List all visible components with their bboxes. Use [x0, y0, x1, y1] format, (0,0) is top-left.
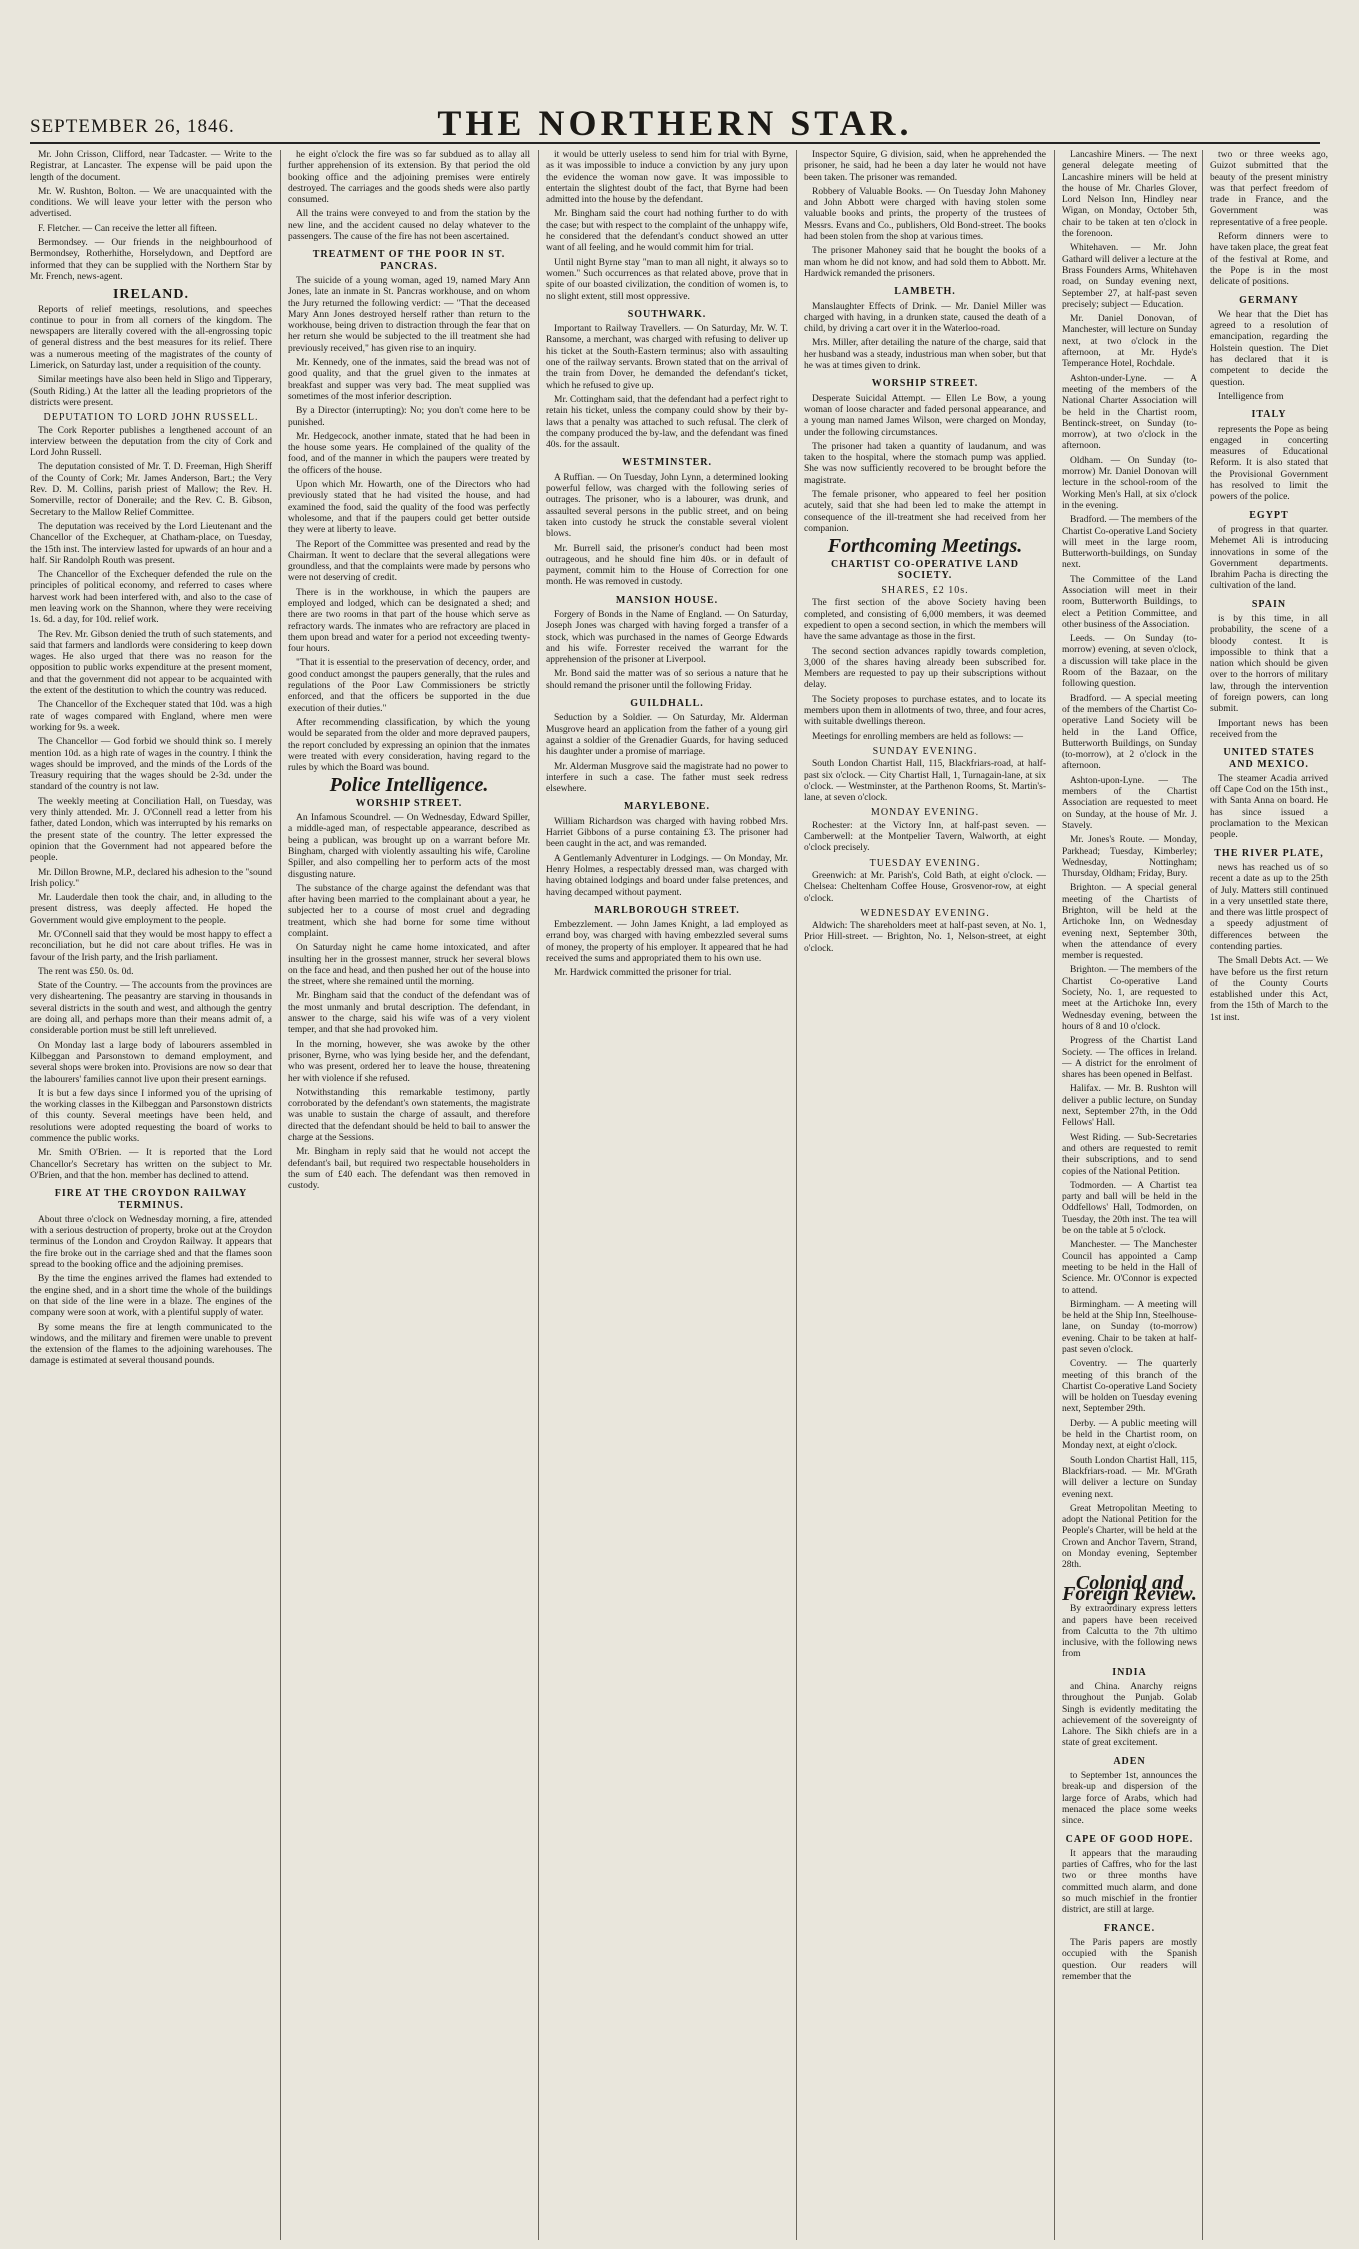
paragraph: Reform dinners were to have taken place, the great feat of the festival at Rome, and the Pope is in the most delicate of positions. — [1210, 232, 1328, 288]
paragraph: he eight o'clock the fire was so far subdued as to allay all further apprehension of its extension. By that period the old booking office and the adjoining premises were entirely destroyed. The carriages and the goods sheds were also partly consumed. — [288, 150, 530, 206]
section-heading: IRELAND. — [112, 287, 190, 303]
subheading: WEDNESDAY EVENING. — [860, 907, 990, 919]
section-heading: Police Intelligence. — [329, 774, 489, 797]
paragraph: Embezzlement. — John James Knight, a lad employed as errand boy, was charged with having embezzled several sums of money, the property of his employer. It appeared that he had received the sums and appropriated them to his own use. — [546, 920, 788, 964]
paragraph: Mr. Bingham in reply said that he would not accept the defendant's bail, but required two respectable householders in the sum of £40 each. The defendant was then removed in custody. — [288, 1147, 530, 1192]
paragraph: South London Chartist Hall, 115, Blackfriars-road. — Mr. M'Grath will deliver a lecture on Sunday evening next. — [1062, 1455, 1197, 1500]
paragraph: Todmorden. — A Chartist tea party and ball will be held in the Oddfellows' Hall, Todmorden, on Tuesday, the 20th inst. The tea will be on the table at 5 o'clock. — [1062, 1180, 1197, 1237]
paragraph: Upon which Mr. Howarth, one of the Directors who had previously stated that he had visited the house, and had examined the food, said the quality of the food was perfectly wholesome, and that if the paupers could get better outside they were at liberty to leave. — [288, 480, 530, 536]
paragraph: Similar meetings have also been held in Sligo and Tipperary, (South Riding.) At the latter all the leading proprietors of the districts were present. — [30, 375, 272, 408]
paragraph: news has reached us of so recent a date as up to the 25th of July. Matters still continued in a very unsettled state there, and there was little prospect of a speedy adjustment of differences between the contending parties. — [1210, 862, 1328, 952]
paragraph: William Richardson was charged with having robbed Mrs. Harriet Gibbons of a purse containing £3. The prisoner had been caught in the act, and was remanded. — [546, 816, 788, 850]
paragraph: The Rev. Mr. Gibson denied the truth of such statements, and said that farmers and landlords were considering to keep down wages. He also urged that there was no reason for the opposition to public works expenditure at the present moment, and that the government did not appear to be acquainted with the extent of the destitution to which the country was reduced. — [30, 629, 272, 697]
section-heading: LAMBETH. — [894, 286, 956, 298]
paragraph: Greenwich: at Mr. Parish's, Cold Bath, at eight o'clock. — Chelsea: Cheltenham Coffee House, Grosvenor-row, at eight o'clock. — [804, 870, 1046, 904]
column-1 — [30, 150, 272, 2240]
paragraph: The Committee of the Land Association will meet in their room, Butterworth Buildings, to elect a Petition Committee, and other business of the Association. — [1062, 574, 1197, 630]
paragraph: The female prisoner, who appeared to feel her position acutely, said that she had been led to make the attempt in consequence of the ill-treatment she had received from her companion. — [804, 490, 1046, 534]
subheading: SUNDAY EVENING. — [872, 745, 978, 757]
paragraph: to September 1st, announces the break-up and dispersion of the large force of Arabs, which had menaced the place some weeks since. — [1062, 1771, 1197, 1827]
paragraph: F. Fletcher. — Can receive the letter all fifteen. — [38, 223, 217, 234]
section-heading: FRANCE. — [1103, 1922, 1156, 1934]
paragraph: The deputation was received by the Lord Lieutenant and the Chancellor of the Exchequer, at Chatham-place, on Tuesday, the 15th inst. The interview lasted for upwards of an hour and a half. Sir Randolph Routh was present. — [30, 521, 272, 566]
paragraph: State of the Country. — The accounts from the provinces are very disheartening. The peasantry are starving in thousands in several districts in the south and west, and although the gentry are doing all, and perhaps more than their means admit of, a considerable portion must be still left unrelieved. — [30, 981, 272, 1037]
column-rule — [280, 150, 281, 2240]
paragraph: Mr. Kennedy, one of the inmates, said the bread was not of good quality, and that the gruel given to the inmates at breakfast and supper was very bad. The meat supplied was sometimes of the most inferior description. — [288, 358, 530, 402]
paragraph: A Gentlemanly Adventurer in Lodgings. — On Monday, Mr. Henry Holmes, a respectably dressed man, was charged with having obtained lodgings and board under false pretences, and having decamped without payment. — [546, 853, 788, 898]
column-2 — [288, 150, 530, 2240]
paragraph: Robbery of Valuable Books. — On Tuesday John Mahoney and John Abbott were charged with having stolen some valuable books and prints, the property of the trustees of Messrs. Evans and Co., publishers, Old Bond-street. The books had been stolen from the shop at various times. — [804, 186, 1046, 243]
paragraph: There is in the workhouse, in which the paupers are employed and lodged, which can be designated a shed; and there are two rooms in that part of the house which serve as refractory wards. The inmates who are refractory are placed in them upon bread and water for a period not exceeding twenty-four hours. — [288, 587, 530, 655]
paragraph: Aldwich: The shareholders meet at half-past seven, at No. 1, Prior Hill-street. — Brighton, No. 1, Nelson-street, at eight o'clock. — [804, 921, 1046, 954]
paragraph: Mr. Jones's Route. — Monday, Parkhead; Tuesday, Kimberley; Wednesday, Nottingham; Thursday, Oldham; Friday, Bury. — [1062, 835, 1197, 880]
paragraph: The suicide of a young woman, aged 19, named Mary Ann Jones, late an inmate in St. Pancras workhouse, and on whom the Jury returned the following verdict: — "That the deceased Mary Ann Jones destroyed herself rather than return to the workhouse, being driven to distraction through the fear that on her return she would be subjected to the ill treatment she had previously received," has given rise to an inquiry. — [288, 275, 530, 354]
paragraph: Progress of the Chartist Land Society. — The offices in Ireland. — A district for the enrolment of shares has been opened in Belfast. — [1062, 1036, 1197, 1081]
subheading: MONDAY EVENING. — [870, 807, 980, 819]
paragraph: The deputation consisted of Mr. T. D. Freeman, High Sheriff of the County of Cork; Mr. James Anderson, Bart.; the Very Rev. D. M. Collins, parish priest of Mallow; the Rev. H. Somerville, rector of Doneraile; and the Rev. C. B. Gibson, Secretary to the Mallow Relief Committee. — [30, 462, 272, 518]
paragraph: Mrs. Miller, after detailing the nature of the charge, said that her husband was a steady, industrious man when sober, but that he was at times given to drink. — [804, 338, 1046, 372]
column-rule — [538, 150, 539, 2240]
paragraph: Lancashire Miners. — The next general delegate meeting of Lancashire miners will be held at the house of Mr. Charles Glover, Lord Nelson Inn, Hindley near Wigan, on Monday, October 5th, chair to be taken at ten o'clock in the forenoon. — [1062, 150, 1197, 240]
masthead: THE NORTHERN STAR. — [437, 103, 913, 143]
paragraph: All the trains were conveyed to and from the station by the new line, and the accident caused no delay whatever to the passengers. The cause of the fire has not been ascertained. — [288, 209, 530, 243]
paragraph: Mr. Hardwick committed the prisoner for trial. — [554, 968, 732, 979]
section-heading: WORSHIP STREET. — [871, 378, 979, 390]
paragraph: South London Chartist Hall, 115, Blackfriars-road, at half-past six o'clock. — City Chartist Hall, 1, Turnagain-lane, at six o'clock. — Westminster, at the Parthenon Rooms, St. Martin's-lane, at seven o'clock. — [804, 759, 1046, 804]
paragraph: Manslaughter Effects of Drink. — Mr. Daniel Miller was charged with having, in a drunken state, caused the death of a child, by driving a cart over it in the Waterloo-road. — [804, 301, 1046, 335]
paragraph: Manchester. — The Manchester Council has appointed a Camp meeting to be held in the Hall of Science. Mr. O'Connor is expected to attend. — [1062, 1240, 1197, 1296]
paragraph: Mr. Burrell said, the prisoner's conduct had been most outrageous, and he should fine him 40s. or in default of payment, commit him to the House of Correction for one month. He was removed in custody. — [546, 543, 788, 588]
section-heading: THE RIVER PLATE, — [1214, 847, 1324, 859]
paragraph: Mr. Smith O'Brien. — It is reported that the Lord Chancellor's Secretary has written on the subject to Mr. O'Brien, and that the hon. member has declined to attend. — [30, 1148, 272, 1181]
section-heading: MARYLEBONE. — [624, 801, 710, 813]
section-heading: GERMANY — [1239, 294, 1299, 306]
paragraph: Mr. Lauderdale then took the chair, and, in alluding to the present distress, was deeply affected. He hoped the Government would give employment to the people. — [30, 893, 272, 926]
paragraph: About three o'clock on Wednesday morning, a fire, attended with a serious destruction of property, broke out at the Croydon terminus of the London and Croydon Railway. It appears that the fire broke out in the carriage shed and that the flames soon spread to the booking office and the adjoining premises. — [30, 1214, 272, 1271]
paragraph: Rochester: at the Victory Inn, at half-past seven. — Camberwell: at the Montpelier Tavern, Walworth, at eight o'clock precisely. — [804, 820, 1046, 854]
paragraph: The Chancellor — God forbid we should think so. I merely mention 10d. as a high rate of wages in the country. I think the wages should be improved, and the minds of the Lords of the Treasury requiring that the wages should be 2-3d. under the standard of the country is not law. — [30, 737, 272, 793]
paragraph: By some means the fire at length communicated to the windows, and the military and firemen were unable to prevent the extension of the flames to the adjoining warehouses. The damage is estimated at several thousand pounds. — [30, 1322, 272, 1367]
paragraph: of progress in that quarter. Mehemet Ali is introducing innovations in some of the Government departments. Ibrahim Pacha is directing the cultivation of the land. — [1210, 524, 1328, 592]
paragraph: Mr. Alderman Musgrove said the magistrate had no power to interfere in such a case. The father must seek redress elsewhere. — [546, 761, 788, 795]
paragraph: By the time the engines arrived the flames had extended to the engine shed, and in a short time the whole of the buildings on that side of the line were in a blaze. The engines of the company were soon at work, with a plentiful supply of water. — [30, 1274, 272, 1319]
page-header — [30, 100, 1320, 144]
paragraph: is by this time, in all probability, the scene of a bloody contest. It is impossible to think that a nation which should be given over to the horrors of military law, through the intervention of foreign powers, can long submit. — [1210, 613, 1328, 715]
paragraph: The Paris papers are mostly occupied with the Spanish question. Our readers will remember that the — [1062, 1937, 1197, 1982]
paragraph: Brighton. — A special general meeting of the Chartists of Brighton, will be held at the Artichoke Inn, on Wednesday evening next, September 30th, when the attendance of every member is requested. — [1062, 883, 1197, 962]
paragraph: it would be utterly useless to send him for trial with Byrne, as it was impossible to induce a conviction by any jury upon the evidence the woman now gave. It was impossible to entertain the slightest doubt of the fact, that Byrne had been admitted into the house by the defendant. — [546, 150, 788, 206]
subheading: SHARES, £2 10s. — [881, 585, 969, 597]
paragraph: Great Metropolitan Meeting to adopt the National Petition for the People's Charter, will be held at the Crown and Anchor Tavern, Strand, on Monday evening, September 28th. — [1062, 1503, 1197, 1571]
paragraph: The Report of the Committee was presented and read by the Chairman. It went to declare that the several allegations were groundless, and that the complaints were made by persons who were not deserving of credit. — [288, 539, 530, 584]
paragraph: We hear that the Diet has agreed to a resolution of emancipation, regarding the Holstein question. The Diet has declared that it is competent to decide the question. — [1210, 309, 1328, 388]
paragraph: After recommending classification, by which the young would be separated from the older and more depraved paupers, the report concluded by expressing an opinion that the inmates were treated with every consideration, having regard to the rules by which the Board was bound. — [288, 717, 530, 774]
paragraph: Halifax. — Mr. B. Rushton will deliver a public lecture, on Sunday next, September 27th, in the Odd Fellows' Hall. — [1062, 1084, 1197, 1129]
paragraph: The prisoner had taken a quantity of laudanum, and was taken to the hospital, where the stomach pump was applied. She was now sufficiently recovered to be brought before the magistrate. — [804, 441, 1046, 486]
paragraph: Coventry. — The quarterly meeting of this branch of the Chartist Co-operative Land Society will be holden on Tuesday evening next, September 29th. — [1062, 1359, 1197, 1415]
paragraph: Inspector Squire, G division, said, when he apprehended the prisoner, he said, had he been a day later he would not have been taken. The prisoner was remanded. — [804, 150, 1046, 183]
paragraph: Mr. O'Connell said that they would be most happy to effect a reconciliation, but he did not care about trifles. He was in favour of the Irish party, and the Irish parliament. — [30, 930, 272, 963]
section-heading: FIRE AT THE CROYDON RAILWAY TERMINUS. — [54, 1188, 248, 1211]
paragraph: The Small Debts Act. — We have before us the first return of the County Courts established under this Act, from the 15th of March to the 1st inst. — [1210, 956, 1328, 1023]
paragraph: Bradford. — A special meeting of the members of the Chartist Co-operative Land Society will be held in the Land Office, Butterworth Buildings, on Sunday (to-morrow), at 2 o'clock in the afternoon. — [1062, 693, 1197, 772]
section-heading: ADEN — [1113, 1755, 1146, 1767]
paragraph: Reports of relief meetings, resolutions, and speeches continue to pour in from all corners of the kingdom. The newspapers are literally covered with the all-engrossing topic of general distress and the best measures for its relief. There was a numerous meeting of the magistrates of the county of Limerick, on Saturday last, under a requisition of the county. — [30, 304, 272, 372]
paragraph: Whitehaven. — Mr. John Gathard will deliver a lecture at the Brass Founders Arms, Whitehaven road, on Sunday evening next, September 27, at half-past seven precisely; subject — Education. — [1062, 243, 1197, 310]
section-heading: Forthcoming Meetings. — [827, 535, 1023, 558]
paragraph: Until night Byrne stay "man to man all night, it always so to women." Such occurrences as that related above, prove that in spite of our boasted civilization, the condition of women is, to no slight extent, still most oppressive. — [546, 257, 788, 302]
paragraph: The substance of the charge against the defendant was that after having been married to the complainant about a year, he subjected her to a course of most cruel and degrading treatment, which she had borne for some time without complaint. — [288, 883, 530, 939]
paragraph: represents the Pope as being engaged in concerting measures of Educational Reform. It is also stated that the Provisional Government has resolved to limit the powers of the police. — [1210, 424, 1328, 503]
column-rule — [796, 150, 797, 2240]
paragraph: Oldham. — On Sunday (to-morrow) Mr. Daniel Donovan will lecture in the school-room of the Working Men's Hall, at six o'clock in the evening. — [1062, 455, 1197, 511]
section-heading: CHARTIST CO-OPERATIVE LAND SOCIETY. — [830, 558, 1020, 581]
paragraph: Mr. Hedgecock, another inmate, stated that he had been in the house some years. He complained of the quality of the food, and of the manner in which the paupers were treated by the officers of the house. — [288, 431, 530, 476]
section-heading: SOUTHWARK. — [627, 308, 707, 320]
paragraph: Mr. Bingham said that the conduct of the defendant was of the most unmanly and brutal description. The defendant, in answer to the charge, said his wife was of a very violent temper, and that she had provoked him. — [288, 991, 530, 1036]
paragraph: Mr. Bond said the matter was of so serious a nature that he should remand the prisoner until the following Friday. — [546, 669, 788, 691]
paragraph: The rent was £50. 0s. 0d. — [38, 966, 134, 977]
paragraph: Desperate Suicidal Attempt. — Ellen Le Bow, a young woman of loose character and faded personal appearance, and a young man named James Wilson, were charged on Monday, under the following circumstances. — [804, 393, 1046, 438]
section-heading: Colonial and Foreign Review. — [1062, 1571, 1197, 1605]
section-heading: EGYPT — [1249, 509, 1289, 521]
paragraph: Mr. Cottingham said, that the defendant had a perfect right to retain his ticket, unless the company could show by their by-laws that a penalty was attached to such refusal. The clerk of the company produced the by-law, and the defendant was fined 40s. for the assault. — [546, 394, 788, 451]
paragraph: Forgery of Bonds in the Name of England. — On Saturday, Joseph Jones was charged with having forged a transfer of a stock, which was purchased in the names of George Edwards and his wife. Forrester received the warrant for the apprehension of the prisoner at Liverpool. — [546, 609, 788, 666]
section-heading: ITALY — [1251, 409, 1287, 421]
paragraph: Brighton. — The members of the Chartist Co-operative Land Society, No. 1, are requested to meet at the Artichoke Inn, every Wednesday evening, between the hours of 8 and 10 o'clock. — [1062, 965, 1197, 1032]
subheading: DEPUTATION TO LORD JOHN RUSSELL. — [43, 412, 259, 424]
paragraph: Bradford. — The members of the Chartist Co-operative Land Society will meet in the large room, Butterworth-buildings, on Sunday next. — [1062, 515, 1197, 571]
paragraph: Mr. W. Rushton, Bolton. — We are unacquainted with the conditions. We will leave your letter with the person who advertised. — [30, 186, 272, 220]
section-heading: GUILDHALL. — [630, 698, 704, 710]
column-4 — [804, 150, 1046, 2240]
section-heading: UNITED STATES AND MEXICO. — [1223, 747, 1315, 770]
paragraph: The Chancellor of the Exchequer defended the rule on the principles of political economy, and referred to cases where harvest work had been interfered with, and also to the case of men leaving work on the Shannon, where they were receiving 1s. 6d. a day, for 10d. relief work. — [30, 570, 272, 626]
paragraph: By extraordinary express letters and papers have been received from Calcutta to the 7th ultimo inclusive, with the following news from — [1062, 1604, 1197, 1660]
column-6 — [1210, 150, 1328, 2240]
paragraph: Mr. John Crisson, Clifford, near Tadcaster. — Write to the Registrar, at Lancaster. The expense will be paid upon the length of the document. — [30, 150, 272, 183]
section-heading: CAPE OF GOOD HOPE. — [1065, 1833, 1194, 1845]
column-rule — [1054, 150, 1055, 2240]
paragraph: Meetings for enrolling members are held as follows: — — [812, 731, 1024, 742]
paragraph: By a Director (interrupting): No; you don't come here to be punished. — [288, 406, 530, 428]
paragraph: The weekly meeting at Conciliation Hall, on Tuesday, was very thinly attended. Mr. J. O'Connell read a letter from his father, dated London, which was interrupted by his remarks on the present state of the country. The letter expressed the opinion that the Government had not appeared before the people. — [30, 796, 272, 864]
section-heading: MARLBOROUGH STREET. — [594, 904, 740, 916]
paragraph: Derby. — A public meeting will be held in the Chartist room, on Monday next, at eight o'clock. — [1062, 1418, 1197, 1452]
paragraph: The steamer Acadia arrived off Cape Cod on the 15th inst., with Santa Anna on board. He has since issued a proclamation to the Mexican people. — [1210, 773, 1328, 841]
paragraph: Seduction by a Soldier. — On Saturday, Mr. Alderman Musgrove heard an application from the father of a young girl against a soldier of the Grenadier Guards, for having seduced his daughter under a promise of marriage. — [546, 713, 788, 758]
paragraph: It is but a few days since I informed you of the uprising of the working classes in the Kilbeggan and Parsonstown districts of this county. Several meetings have been held, and resolutions were adopted requesting the board of works to commence the public works. — [30, 1088, 272, 1145]
column-3 — [546, 150, 788, 2240]
paragraph: Mr. Bingham said the court had nothing further to do with the case; but with respect to the complaint of the unhappy wife, he considered that the defendant's conduct showed an utter want of all feeling, and he would commit him for trial. — [546, 209, 788, 254]
paragraph: Leeds. — On Sunday (to-morrow) evening, at seven o'clock, a discussion will take place in the Room of the Bazaar, on the following question. — [1062, 634, 1197, 690]
paragraph: Ashton-under-Lyne. — A meeting of the members of the National Charter Association will be held in the Chartist room, Bentinck-street, on Sunday (to-morrow), at two o'clock in the afternoon. — [1062, 373, 1197, 452]
paragraph: Ashton-upon-Lyne. — The members of the Chartist Association are requested to meet on Sunday, at the house of Mr. J. Stavely. — [1062, 775, 1197, 831]
section-heading: SPAIN — [1251, 598, 1287, 610]
paragraph: The Chancellor of the Exchequer stated that 10d. was a high rate of wages compared with England, where men were working for 9s. a week. — [30, 700, 272, 733]
section-heading: TREATMENT OF THE POOR IN ST. PANCRAS. — [312, 249, 506, 272]
column-5 — [1062, 150, 1197, 2240]
paragraph: "That it is essential to the preservation of decency, order, and good conduct amongst the paupers generally, that the rules and regulations of the Poor Law Commissioners be strictly enforced, and that the officers be supported in the due execution of their duties." — [288, 658, 530, 714]
paragraph: Mr. Dillon Browne, M.P., declared his adhesion to the "sound Irish policy." — [30, 867, 272, 889]
paragraph: and China. Anarchy reigns throughout the Punjab. Golab Singh is evidently meditating the achievement of the sovereignty of Lahore. The Sikh chiefs are in a state of great excitement. — [1062, 1682, 1197, 1749]
paragraph: The second section advances rapidly towards completion, 3,000 of the shares having already been subscribed for. Members are requested to pay up their subscriptions without delay. — [804, 646, 1046, 691]
paragraph: Bermondsey. — Our friends in the neighbourhood of Bermondsey, Rotherhithe, Horselydown, and Deptford are informed that they can be supplied with the Northern Star by Mr. French, news-agent. — [30, 238, 272, 282]
paragraph: On Monday last a large body of labourers assembled in Kilbeggan and Parsonstown to demand employment, and several shops were broken into. Provisions are now so dear that the labourers' families cannot live upon their present earnings. — [30, 1040, 272, 1085]
article-columns — [30, 150, 1330, 2240]
paragraph: On Saturday night he came home intoxicated, and after insulting her in the grossest manner, struck her several blows on the face and head, and then pushed her out of the house into the street, where she remained until the morning. — [288, 943, 530, 988]
paragraph: Intelligence from — [1218, 391, 1284, 402]
subheading: TUESDAY EVENING. — [869, 857, 981, 869]
paragraph: The first section of the above Society having been completed, and consisting of 6,000 members, it was deemed expedient to open a second section, in which the members will have the same advantage as those in the first. — [804, 598, 1046, 643]
paragraph: Important news has been received from the — [1210, 718, 1328, 740]
paragraph: Notwithstanding this remarkable testimony, partly corroborated by the defendant's own statements, the magistrate was unable to sustain the charge of assault, and therefore directed that the defendant should be held to bail to answer the charge at the Sessions. — [288, 1087, 530, 1144]
section-heading: MANSION HOUSE. — [615, 594, 719, 606]
paragraph: Birmingham. — A meeting will be held at the Ship Inn, Steelhouse-lane, on Sunday (to-morrow) evening. Chair to be taken at half-past seven o'clock. — [1062, 1299, 1197, 1355]
issue-date: SEPTEMBER 26, 1846. — [30, 116, 235, 137]
paragraph: It appears that the marauding parties of Caffres, who for the last two or three months have committed much alarm, and done so much mischief in the frontier district, are still at large. — [1062, 1848, 1197, 1916]
paragraph: The Cork Reporter publishes a lengthened account of an interview between the deputation from the city of Cork and Lord John Russell. — [30, 425, 272, 459]
paragraph: The prisoner Mahoney said that he bought the books of a man whom he did not know, and had sold them to Abbott. Mr. Hardwick remanded the prisoners. — [804, 246, 1046, 279]
paragraph: West Riding. — Sub-Secretaries and others are requested to remit their subscriptions, and to send copies of the National Petition. — [1062, 1132, 1197, 1177]
paragraph: An Infamous Scoundrel. — On Wednesday, Edward Spiller, a middle-aged man, of respectable appearance, described as being a publican, was brought up on a warrant before Mr. Bingham, charged with violently assaulting his wife, Caroline Spiller, and also compelling her to perform acts of the most disgusting nature. — [288, 813, 530, 880]
paragraph: In the morning, however, she was awoke by the other prisoner, Byrne, who was lying beside her, and the defendant, who was present, ordered her to leave the house, threatening her with violence if she refused. — [288, 1039, 530, 1084]
paragraph: Mr. Daniel Donovan, of Manchester, will lecture on Sunday next, at two o'clock in the afternoon, at Mr. Hyde's Temperance Hotel, Rochdale. — [1062, 314, 1197, 370]
section-heading: WESTMINSTER. — [621, 457, 713, 469]
section-heading: INDIA — [1112, 1666, 1147, 1678]
paragraph: Important to Railway Travellers. — On Saturday, Mr. W. T. Ransome, a merchant, was charged with refusing to deliver up his ticket at the South-Eastern terminus; also with assaulting one of the railway servants. Brown stated that on the arrival of the train from Dover, he demanded the defendant's ticket, which he refused to give up. — [546, 324, 788, 391]
section-heading: WORSHIP STREET. — [355, 797, 463, 809]
paragraph: A Ruffian. — On Tuesday, John Lynn, a determined looking powerful fellow, was charged with the following series of outrages. The prisoner, who is a labourer, was drunk, and assaulted several persons in the public street, and on being taken into custody he struck the constable several violent blows. — [546, 472, 788, 540]
paragraph: two or three weeks ago, Guizot submitted that the beauty of the present ministry was that perfect freedom of trade in France, and the Government was representative of a free people. — [1210, 150, 1328, 228]
paragraph: The Society proposes to purchase estates, and to locate its members upon them in allotments of two, three, and four acres, with suitable dwellings thereon. — [804, 694, 1046, 728]
column-rule — [1202, 150, 1203, 2240]
